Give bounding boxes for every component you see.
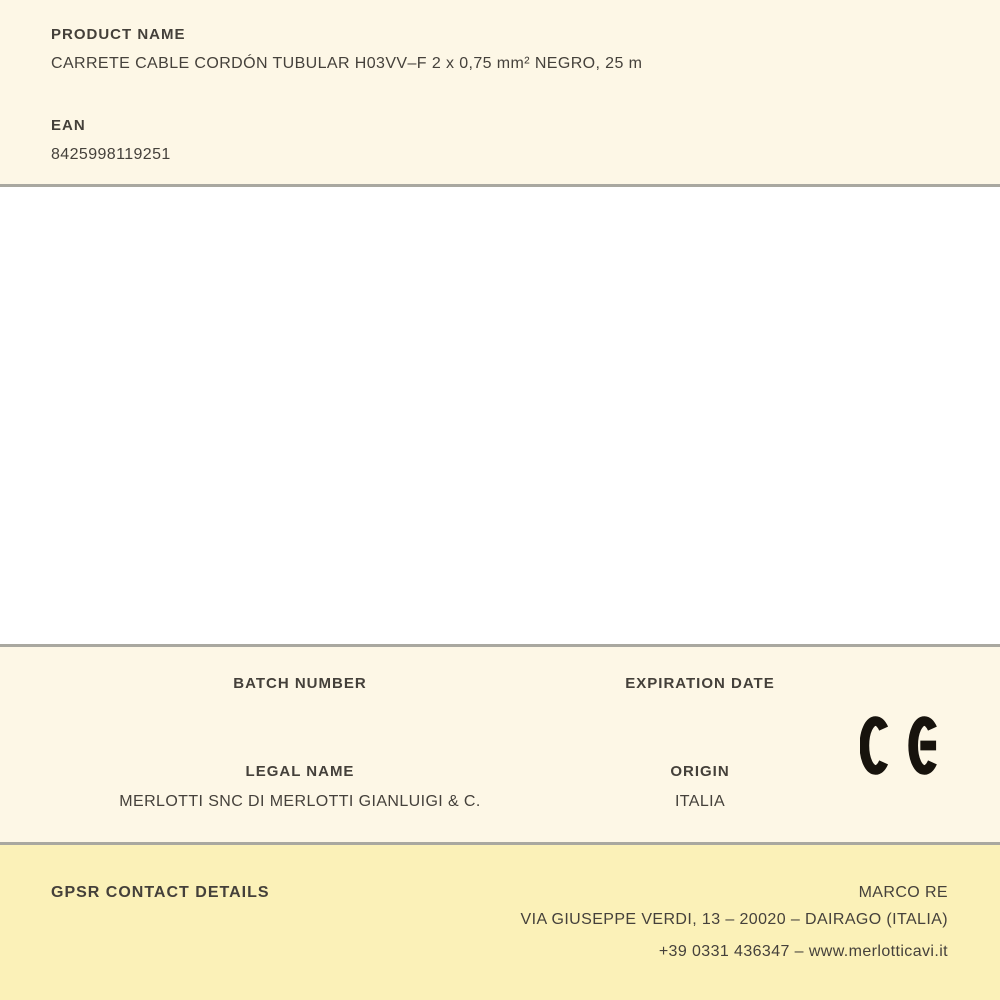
- ce-mark-icon: [860, 715, 940, 776]
- product-name-value: CARRETE CABLE CORDÓN TUBULAR H03VV–F 2 x 0,75 mm² NEGRO, 25 m: [51, 55, 643, 72]
- legal-name-label: LEGAL NAME: [245, 763, 355, 780]
- batch-number-label: BATCH NUMBER: [233, 675, 367, 692]
- origin-value: ITALIA: [674, 793, 726, 810]
- ean-label: EAN: [51, 117, 86, 134]
- details-section: [0, 647, 1000, 842]
- contact-section: [0, 845, 1000, 1000]
- details-grid: [100, 676, 900, 810]
- product-info-section: [0, 0, 1000, 184]
- contact-name: MARCO RE: [858, 884, 948, 901]
- gpsr-contact-label: GPSR CONTACT DETAILS: [51, 884, 270, 901]
- legal-name-value: MERLOTTI SNC DI MERLOTTI GIANLUIGI & C.: [119, 793, 481, 810]
- origin-label: ORIGIN: [670, 763, 730, 780]
- contact-phone-website: +39 0331 436347 – www.merlotticavi.it: [658, 943, 948, 960]
- expiration-date-label: EXPIRATION DATE: [625, 675, 775, 692]
- ean-value: 8425998119251: [51, 146, 171, 163]
- product-image-placeholder: [0, 187, 1000, 644]
- contact-details: [521, 884, 948, 961]
- contact-address: VIA GIUSEPPE VERDI, 13 – 20020 – DAIRAGO (ITALIA): [520, 911, 948, 928]
- product-name-label: PRODUCT NAME: [51, 26, 186, 43]
